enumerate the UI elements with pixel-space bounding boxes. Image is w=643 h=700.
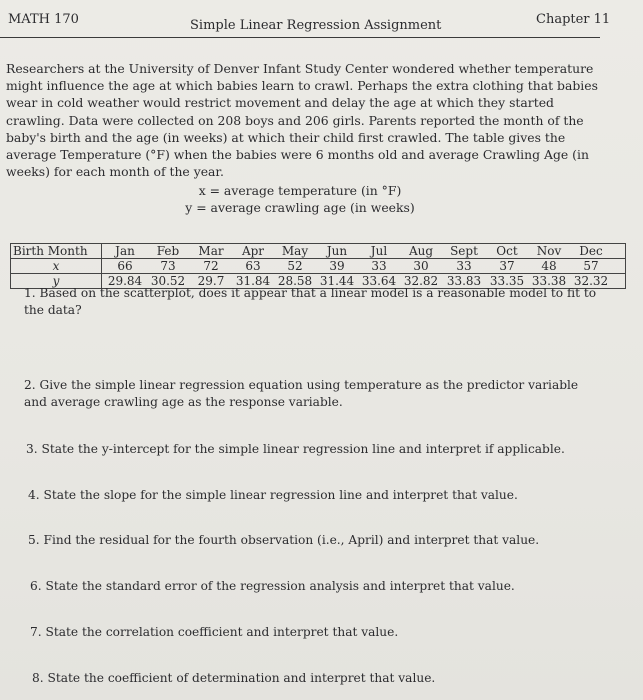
month-cell-9: Oct	[496, 244, 518, 258]
month-cell-8: Sept	[450, 244, 478, 258]
month-cell-11: Dec	[579, 244, 603, 258]
y-cell-1: 30.52	[150, 274, 186, 288]
y-cell-11: 32.32	[573, 274, 609, 288]
month-cell-3: Apr	[241, 244, 265, 258]
row-label-month: Birth Month	[11, 244, 102, 259]
question-6: 6. State the standard error of the regression analysis and interpret that value.	[30, 579, 515, 593]
y-cell-2: 29.7	[197, 274, 225, 288]
y-cell-8: 33.83	[446, 274, 482, 288]
month-cell-6: Jul	[370, 244, 388, 258]
question-4: 4. State the slope for the simple linear regression line and interpret that value.	[28, 488, 518, 502]
x-cell-1: 73	[160, 259, 176, 273]
x-cell-5: 39	[329, 259, 345, 273]
x-cell-2: 72	[203, 259, 219, 273]
x-cell-11: 57	[583, 259, 599, 273]
month-cell-1: Feb	[156, 244, 180, 258]
x-cell-9: 37	[499, 259, 515, 273]
x-cell-10: 48	[541, 259, 557, 273]
x-cell-6: 33	[371, 259, 387, 273]
month-cell-0: Jan	[115, 244, 135, 258]
intro-paragraph: Researchers at the University of Denver Infant Study Center wondered whether temperature might influence the age at which babies learn to crawl. Perhaps the extra clothing that babies wear in cold weather would restrict movement and delay the age at which they started crawling. Data were collected on 208 boys and 206 girls. Parents reported the month of the baby's birth and the age (in weeks) at which their child first crawled. The table gives the average Temperature (°F) when the babies were 6 months old and average Crawling Age (in weeks) for each month of the year.	[6, 61, 598, 180]
chapter-label: Chapter 11	[536, 12, 611, 27]
x-cell-8: 33	[456, 259, 472, 273]
y-cell-5: 31.44	[319, 274, 355, 288]
x-cell-7: 30	[413, 259, 429, 273]
question-7: 7. State the correlation coefficient and interpret that value.	[30, 625, 399, 639]
y-definition: y = average crawling age (in weeks)	[185, 200, 415, 215]
x-cell-0: 66	[117, 259, 133, 273]
course-label: MATH 170	[8, 12, 79, 27]
month-cell-7: Aug	[408, 244, 434, 258]
x-cell-4: 52	[287, 259, 303, 273]
y-cell-0: 29.84	[107, 274, 143, 288]
y-cell-7: 32.82	[403, 274, 439, 288]
y-cell-3: 31.84	[235, 274, 271, 288]
x-definition: x = average temperature (in °F)	[198, 183, 402, 198]
y-cell-9: 33.35	[489, 274, 525, 288]
row-label-y: y	[11, 274, 102, 289]
question-3: 3. State the y-intercept for the simple linear regression line and interpret if applicable.	[26, 442, 565, 456]
page-title: Simple Linear Regression Assignment	[190, 18, 442, 33]
month-cell-4: May	[281, 244, 309, 258]
x-cell-3: 63	[245, 259, 261, 273]
question-1: 1. Based on the scatterplot, does it appear that a linear model is a reasonable model to fit to the data?	[24, 286, 597, 317]
question-2: 2. Give the simple linear regression equation using temperature as the predictor variable and average crawling age as the response variable.	[24, 378, 579, 409]
question-8: 8. State the coefficient of determination and interpret that value.	[32, 671, 436, 685]
y-cell-10: 33.38	[531, 274, 567, 288]
y-cell-4: 28.58	[277, 274, 313, 288]
row-label-x: x	[11, 259, 102, 274]
question-5: 5. Find the residual for the fourth observation (i.e., April) and interpret that value.	[28, 533, 540, 547]
month-cell-10: Nov	[536, 244, 562, 258]
month-cell-2: Mar	[198, 244, 224, 258]
y-cell-6: 33.64	[361, 274, 397, 288]
month-cell-5: Jun	[326, 244, 348, 258]
